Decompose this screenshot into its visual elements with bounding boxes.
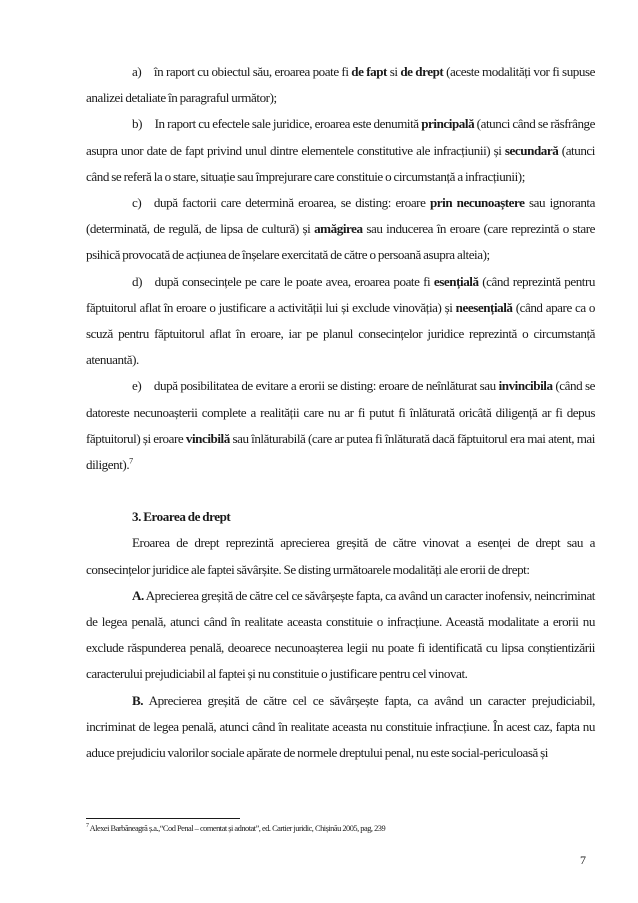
paragraph-A: A. Aprecierea greșită de către cel ce săvârșește fapta, ca având un caracter inofensiv, neincriminat de legea penală, atunci când în realitate aceasta constituie o infracțiune. Această modalitate a erorii nu exclude răspunderea penală, deoarece necunoașterea legii nu poate fi identificată cu lipsa conștientizării caracterului prejudiciabil al faptei și nu constituie o justificare pentru cel vinovat. — [86, 587, 595, 682]
footnote-reference[interactable]: 7 — [129, 456, 133, 466]
bold-term: invincibila — [498, 378, 553, 394]
bold-term: de drept — [400, 64, 444, 79]
paragraph-B: B. Aprecierea greșită de către cel ce săvârșește fapta, ca având un caracter prejudiciabil, incriminat de legea penală, atunci când în realitate aceasta nu constituie infracțiune. În acest caz, fapta nu aduce prejudiciu valorilor sociale apărate de normele dreptului penal, nu este social-periculoasă și — [86, 692, 595, 761]
paragraph-d: d) după consecințele pe care le poate avea, eroarea poate fi esențială (când reprezintă pentru făptuitorul aflat în eroare o justificare a activității lui și exclude vinovăția) și neesențială (când apare ca o scuză pentru făptuitorul aflat în eroare, iar pe planul consecințelor juridice reprezintă o circumstanță atenuantă). — [86, 273, 595, 368]
section-heading: 3. Eroarea de drept — [132, 509, 231, 525]
paragraph-a: a) în raport cu obiectul său, eroarea poate fi de fapt si de drept (aceste modalități vor fi supuse analizei detaliate în paragraful următor); — [86, 64, 595, 106]
paragraph-b: b) In raport cu efectele sale juridice, eroarea este denumită principală (atunci când se răsfrânge asupra unor date de fapt privind unul dintre elementele constitutive ale infracțiunii) și secundară (atunci când se referă la o stare, situație sau împrejurare care constituie o circumstanță a infracțiunii); — [86, 116, 595, 184]
bold-term: amăgirea — [314, 221, 363, 237]
page-number: 7 — [580, 853, 586, 867]
bold-term: vincibilă — [185, 430, 230, 446]
item-label: B. — [132, 692, 144, 708]
intro-paragraph: Eroarea de drept reprezintă aprecierea greșită de către vinovat a esenței de drept sau a consecințelor juridice ale faptei săvârșite. Se disting următoarele modalități ale erorii de drept: — [86, 535, 595, 577]
bold-term: neesențială — [455, 299, 513, 315]
bold-term: de fapt — [351, 64, 387, 79]
footnote — [86, 824, 606, 833]
bold-term: principală — [421, 116, 475, 132]
paragraph-e: e) după posibilitatea de evitare a erorii se disting: eroare de neînlăturat sau invincibila (când se datoreste necunoașterii complete a realității care nu ar fi putut fi înlăturată oricâtă diligență ar fi depus făptuitorul) și eroare vincibilă sau înlăturabilă (care ar putea fi înlăturată dacă făptuitorul era mai atent, mai diligent).$^7$ — [86, 378, 595, 473]
bold-term: secundară — [504, 142, 559, 158]
body-text — [86, 59, 595, 766]
footnote-text: Alexei Barbăneagră ș.a.,“Cod Penal – comentat și adnotat”, ed. Cartier juridic, Chișinău 2005, pag, 239 — [88, 824, 386, 833]
bold-term: prin necunoaștere — [429, 195, 525, 211]
paragraph-c: c) după factorii care determină eroarea, se disting: eroare prin necunoaștere sau ignoranta (determinată, de regulă, de lipsa de cultură) și amăgirea sau inducerea în eroare (care reprezintă o stare psihică provocată de acțiunea de înșelare exercitată de către o persoană asupra alteia); — [86, 195, 595, 263]
bold-term: esențială — [433, 273, 479, 289]
item-label: A. — [132, 587, 144, 603]
spacer — [86, 478, 595, 504]
footnote-divider — [86, 818, 240, 819]
footnote-number: 7 — [86, 823, 89, 830]
